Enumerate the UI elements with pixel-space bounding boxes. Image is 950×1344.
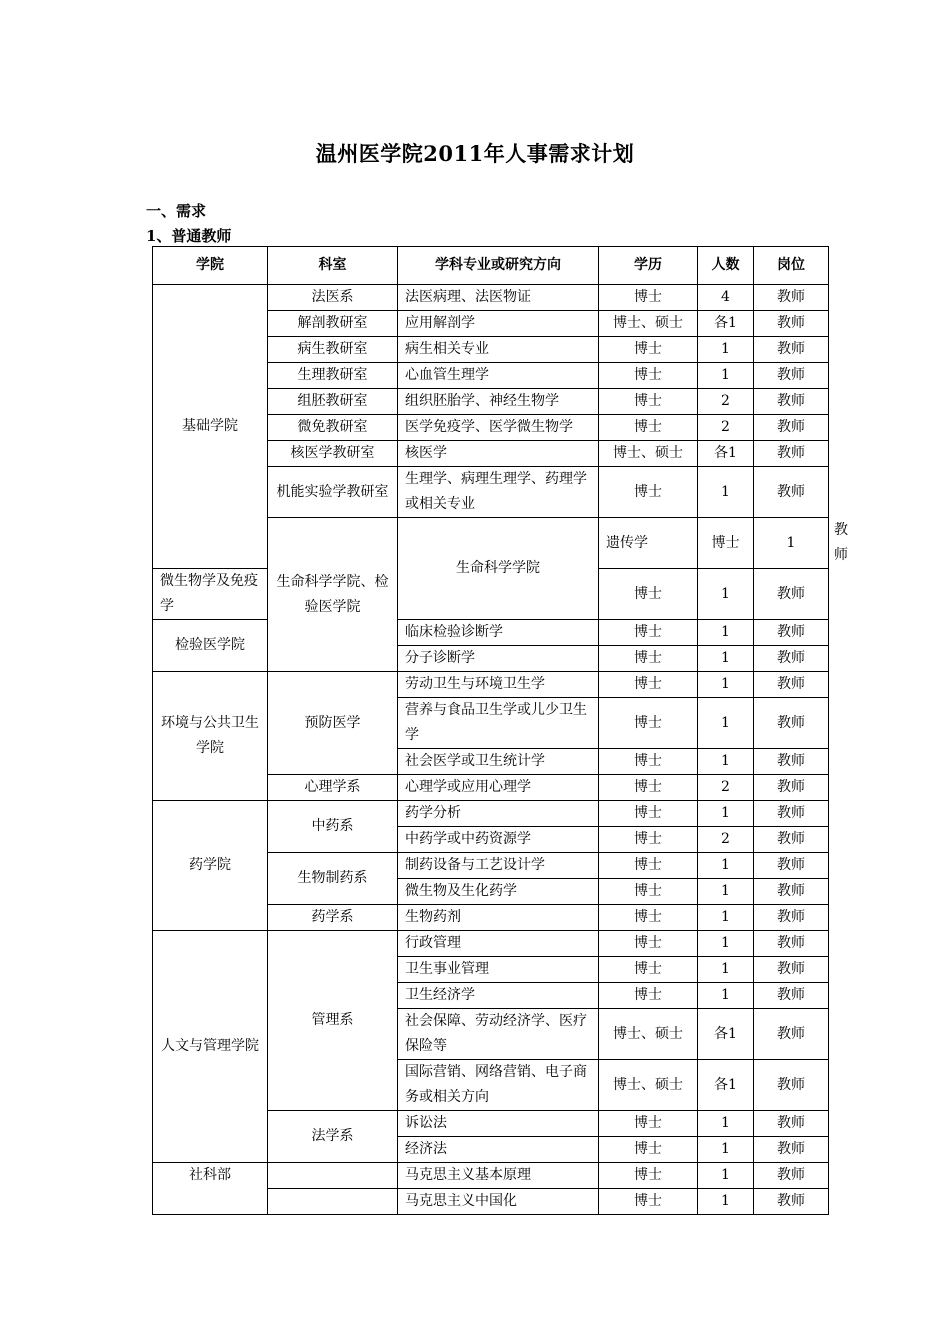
department-cell: 预防医学 [268, 672, 398, 775]
count-cell: 各1 [698, 1009, 754, 1060]
college-cell: 环境与公共卫生学院 [153, 672, 268, 801]
major-cell: 医学免疫学、医学微生物学 [398, 415, 599, 441]
degree-cell: 博士 [599, 827, 698, 853]
count-cell: 1 [698, 646, 754, 672]
college-cell: 社科部 [153, 1163, 268, 1215]
major-cell: 病生相关专业 [398, 337, 599, 363]
major-cell: 药学分析 [398, 801, 599, 827]
department-cell: 中药系 [268, 801, 398, 853]
major-cell: 卫生经济学 [398, 983, 599, 1009]
count-cell: 2 [698, 389, 754, 415]
post-cell: 教师 [754, 672, 829, 698]
count-cell: 1 [698, 905, 754, 931]
college-cell: 生命科学学院、检验医学院 [268, 518, 398, 672]
count-cell: 1 [698, 467, 754, 518]
post-cell: 教师 [754, 1163, 829, 1189]
count-cell: 1 [698, 698, 754, 749]
major-cell: 诉讼法 [398, 1111, 599, 1137]
count-cell: 1 [698, 1189, 754, 1215]
degree-cell: 博士 [599, 1189, 698, 1215]
major-cell: 法医病理、法医物证 [398, 285, 599, 311]
header-department: 科室 [268, 247, 398, 285]
degree-cell: 博士 [599, 389, 698, 415]
department-cell: 生物制药系 [268, 853, 398, 905]
post-cell: 教师 [754, 749, 829, 775]
degree-cell: 博士 [599, 775, 698, 801]
post-cell: 教师 [754, 801, 829, 827]
department-cell: 组胚教研室 [268, 389, 398, 415]
count-cell: 1 [698, 1163, 754, 1189]
post-cell: 教师 [754, 467, 829, 518]
table-row [153, 672, 829, 698]
post-cell: 教师 [754, 1111, 829, 1137]
degree-cell: 博士 [599, 646, 698, 672]
major-cell: 行政管理 [398, 931, 599, 957]
post-cell: 教师 [754, 337, 829, 363]
count-cell: 1 [698, 620, 754, 646]
degree-cell: 博士 [599, 1137, 698, 1163]
count-cell: 1 [698, 801, 754, 827]
major-cell: 应用解剖学 [398, 311, 599, 337]
department-cell: 法学系 [268, 1111, 398, 1163]
recruitment-table [152, 246, 848, 1215]
major-cell: 心理学或应用心理学 [398, 775, 599, 801]
department-cell: 生命科学学院 [398, 518, 599, 620]
degree-cell: 博士、硕士 [599, 311, 698, 337]
post-cell: 教师 [754, 441, 829, 467]
major-cell: 马克思主义基本原理 [398, 1163, 599, 1189]
post-cell: 教师 [754, 827, 829, 853]
department-cell: 管理系 [268, 931, 398, 1111]
post-cell: 教师 [754, 879, 829, 905]
major-cell: 生物药剂 [398, 905, 599, 931]
count-cell: 1 [754, 518, 829, 569]
post-cell: 教师 [754, 1189, 829, 1215]
major-cell: 社会保障、劳动经济学、医疗保险等 [398, 1009, 599, 1060]
table-row [153, 620, 829, 646]
degree-cell: 博士 [599, 698, 698, 749]
degree-cell: 博士 [599, 931, 698, 957]
section-heading: 一、需求 [146, 202, 207, 220]
major-cell: 社会医学或卫生统计学 [398, 749, 599, 775]
post-cell: 教师 [754, 775, 829, 801]
department-cell: 生理教研室 [268, 363, 398, 389]
count-cell: 各1 [698, 1060, 754, 1111]
major-cell: 微生物及生化药学 [398, 879, 599, 905]
major-cell: 心血管生理学 [398, 363, 599, 389]
degree-cell: 博士 [599, 957, 698, 983]
major-cell: 经济法 [398, 1137, 599, 1163]
post-cell: 教师 [754, 698, 829, 749]
count-cell: 2 [698, 415, 754, 441]
table-row [153, 1163, 829, 1189]
count-cell: 1 [698, 1111, 754, 1137]
degree-cell: 博士 [599, 672, 698, 698]
degree-cell: 博士 [599, 801, 698, 827]
department-cell: 核医学教研室 [268, 441, 398, 467]
post-cell: 教师 [754, 905, 829, 931]
degree-cell: 博士、硕士 [599, 441, 698, 467]
count-cell: 4 [698, 285, 754, 311]
degree-cell: 博士 [599, 467, 698, 518]
major-cell: 遗传学 [599, 518, 698, 569]
major-cell: 马克思主义中国化 [398, 1189, 599, 1215]
degree-cell: 博士 [698, 518, 754, 569]
degree-cell: 博士 [599, 363, 698, 389]
major-cell: 中药学或中药资源学 [398, 827, 599, 853]
major-cell: 微生物学及免疫学 [153, 569, 268, 620]
degree-cell: 博士、硕士 [599, 1009, 698, 1060]
count-cell: 1 [698, 983, 754, 1009]
college-cell: 药学院 [153, 801, 268, 931]
department-cell [268, 1163, 398, 1189]
count-cell: 1 [698, 569, 754, 620]
department-cell: 药学系 [268, 905, 398, 931]
count-cell: 1 [698, 672, 754, 698]
major-cell: 生理学、病理生理学、药理学或相关专业 [398, 467, 599, 518]
post-cell: 教师 [754, 311, 829, 337]
post-cell: 教师 [754, 569, 829, 620]
degree-cell: 博士 [599, 1163, 698, 1189]
header-college: 学院 [153, 247, 268, 285]
college-cell: 基础学院 [153, 285, 268, 569]
post-cell: 教师 [754, 1060, 829, 1111]
degree-cell: 博士 [599, 905, 698, 931]
degree-cell: 博士 [599, 749, 698, 775]
table-row [153, 285, 829, 311]
post-cell: 教师 [754, 931, 829, 957]
post-cell: 教师 [754, 983, 829, 1009]
table-row: 生命科学学院、检验医学院 生命科学学院 遗传学 博士 1 教师 [153, 518, 829, 569]
major-cell: 组织胚胎学、神经生物学 [398, 389, 599, 415]
count-cell: 各1 [698, 311, 754, 337]
post-cell: 教师 [754, 285, 829, 311]
post-cell: 教师 [754, 1009, 829, 1060]
post-cell: 教师 [754, 363, 829, 389]
department-cell: 机能实验学教研室 [268, 467, 398, 518]
post-cell: 教师 [754, 646, 829, 672]
count-cell: 1 [698, 931, 754, 957]
count-cell: 1 [698, 879, 754, 905]
count-cell: 1 [698, 957, 754, 983]
department-cell: 微免教研室 [268, 415, 398, 441]
table-header-row [153, 247, 829, 285]
header-major: 学科专业或研究方向 [398, 247, 599, 285]
degree-cell: 博士 [599, 285, 698, 311]
degree-cell: 博士 [599, 337, 698, 363]
count-cell: 2 [698, 775, 754, 801]
table-row [153, 931, 829, 957]
degree-cell: 博士 [599, 983, 698, 1009]
count-cell: 各1 [698, 441, 754, 467]
post-cell: 教师 [754, 1137, 829, 1163]
header-count: 人数 [698, 247, 754, 285]
major-cell: 国际营销、网络营销、电子商务或相关方向 [398, 1060, 599, 1111]
major-cell: 临床检验诊断学 [398, 620, 599, 646]
major-cell: 核医学 [398, 441, 599, 467]
count-cell: 1 [698, 853, 754, 879]
page-title: 温州医学院2011年人事需求计划 [315, 141, 635, 166]
degree-cell: 博士 [599, 1111, 698, 1137]
header-post: 岗位 [754, 247, 829, 285]
count-cell: 2 [698, 827, 754, 853]
count-cell: 1 [698, 363, 754, 389]
department-cell: 病生教研室 [268, 337, 398, 363]
degree-cell: 博士 [599, 879, 698, 905]
post-cell: 教师 [754, 957, 829, 983]
major-cell: 劳动卫生与环境卫生学 [398, 672, 599, 698]
degree-cell: 博士 [599, 569, 698, 620]
department-cell [268, 1189, 398, 1215]
department-cell: 检验医学院 [153, 620, 268, 672]
post-cell: 教师 [754, 389, 829, 415]
degree-cell: 博士 [599, 415, 698, 441]
college-cell: 人文与管理学院 [153, 931, 268, 1163]
department-cell: 法医系 [268, 285, 398, 311]
degree-cell: 博士、硕士 [599, 1060, 698, 1111]
post-cell: 教师 [754, 620, 829, 646]
count-cell: 1 [698, 337, 754, 363]
count-cell: 1 [698, 749, 754, 775]
major-cell: 分子诊断学 [398, 646, 599, 672]
degree-cell: 博士 [599, 853, 698, 879]
major-cell: 制药设备与工艺设计学 [398, 853, 599, 879]
degree-cell: 博士 [599, 620, 698, 646]
table-row [153, 801, 829, 827]
post-cell: 教师 [754, 853, 829, 879]
post-cell: 教师 [754, 415, 829, 441]
department-cell: 解剖教研室 [268, 311, 398, 337]
major-cell: 卫生事业管理 [398, 957, 599, 983]
count-cell: 1 [698, 1137, 754, 1163]
header-degree: 学历 [599, 247, 698, 285]
subsection-heading: 1、普通教师 [146, 227, 232, 245]
department-cell: 心理学系 [268, 775, 398, 801]
major-cell: 营养与食品卫生学或儿少卫生学 [398, 698, 599, 749]
